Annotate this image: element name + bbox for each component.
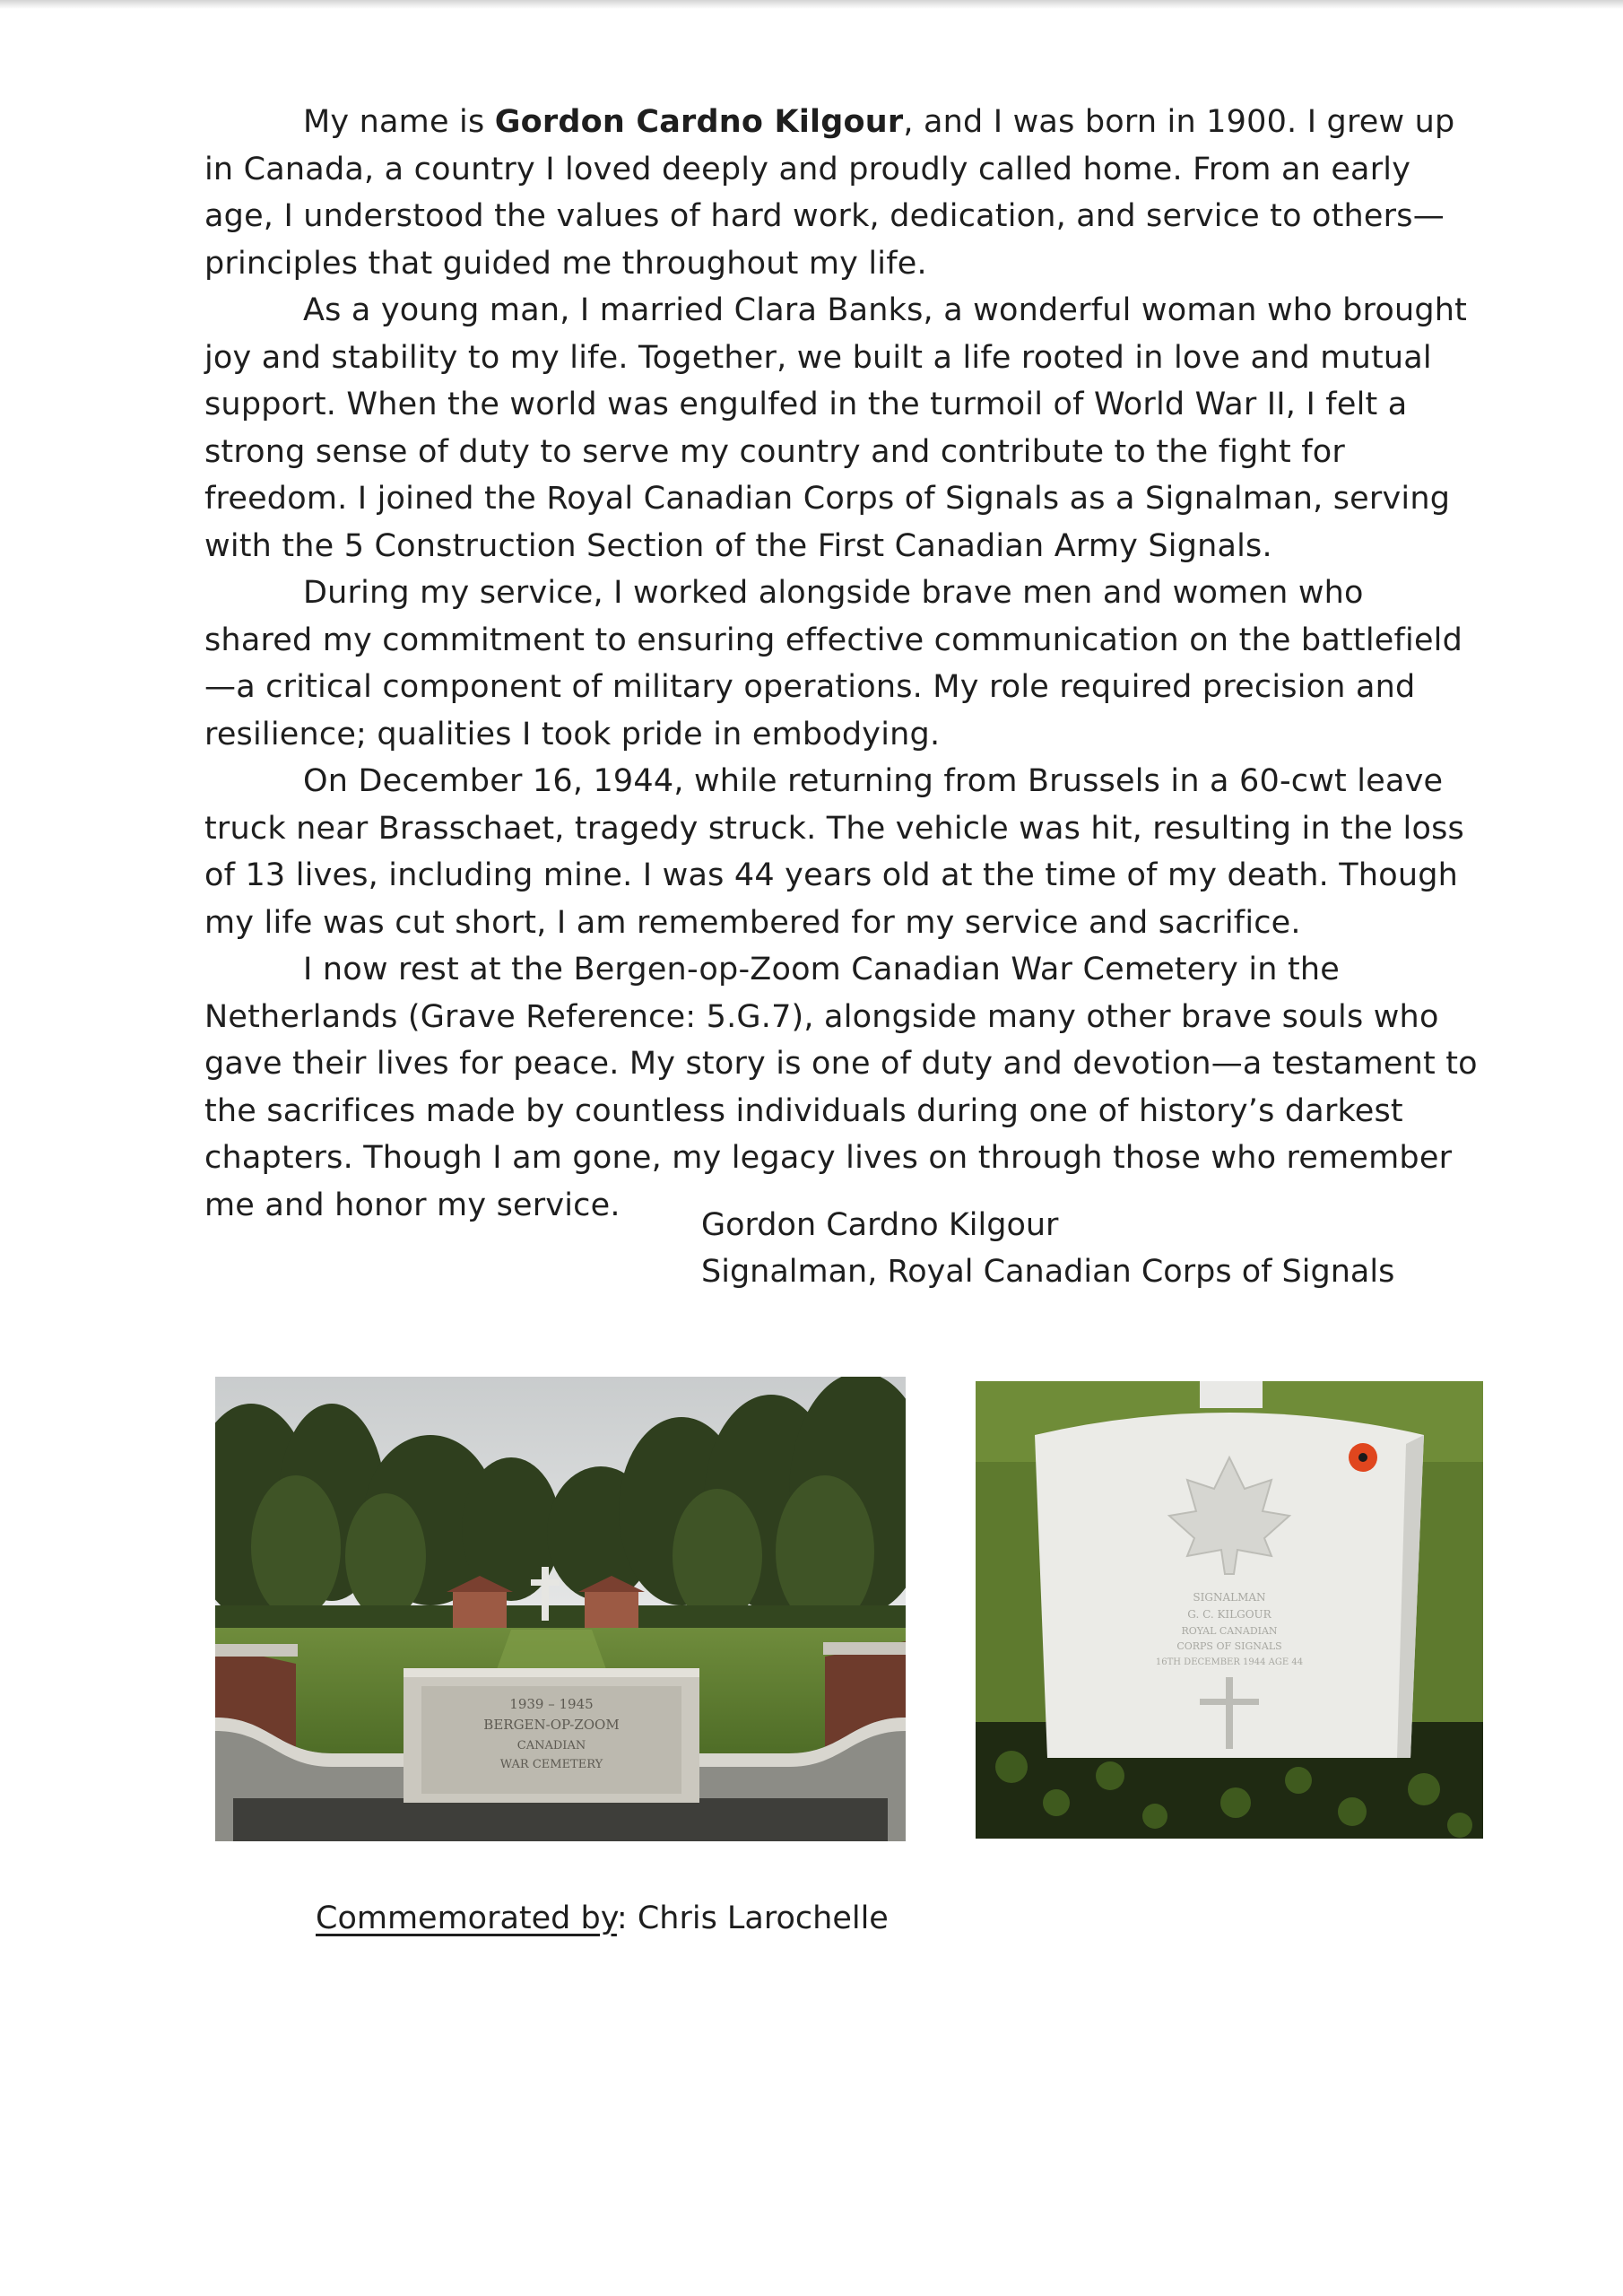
signature-block bbox=[701, 1202, 1394, 1295]
scan-edge bbox=[0, 0, 1623, 9]
paragraph-death: On December 16, 1944, while returning from Brussels in a 60-cwt leave truck near Brasschaet, tragedy struck. The vehicle was hit, resulting in the loss of 13 lives, including mine. I was 44 years old at the time of my death. Though my life was cut short, I am remembered for my service and sacrifice. bbox=[204, 763, 1464, 941]
paragraph-marriage-service: As a young man, I married Clara Banks, a wonderful woman who brought joy and stability to my life. Together, we built a life rooted in love and mutual support. When the world was engulfed in the turmoil of World War II, I felt a strong sense of duty to serve my country and contribute to the fight for freedom. I joined the Royal Canadian Corps of Signals as a Signalman, serving with the 5 Construction Section of the First Canadian Army Signals. bbox=[204, 292, 1468, 564]
headstone-inscription-line-1: SIGNALMAN bbox=[1193, 1591, 1266, 1604]
memorial-text bbox=[204, 99, 1478, 1229]
paragraph-duty: During my service, I worked alongside brave men and women who shared my commitment to ensuring effective communication on the battlefield—a critical component of military operations. My role required precision and resilience; qualities I took pride in embodying. bbox=[204, 575, 1463, 752]
cemetery-inscription-line-2: BERGEN-OP-ZOOM bbox=[483, 1717, 620, 1733]
headstone-inscription-line-3: ROYAL CANADIAN bbox=[1181, 1625, 1278, 1637]
cemetery-inscription-line-1: 1939 – 1945 bbox=[509, 1696, 594, 1712]
commemoration-label: Commemorated by bbox=[316, 1900, 617, 1936]
paragraph-rest: I now rest at the Bergen-op-Zoom Canadian War Cemetery in the Netherlands (Grave Reference: 5.G.7), alongside many other brave souls who gave their lives for peace. My story is one of duty and devotion—a testament to the sacrifices made by countless individuals during one of history’s darkest chapters. Though I am gone, my legacy lives on through those who remember me and honor my service. bbox=[204, 952, 1478, 1223]
headstone-inscription-line-2: G. C. KILGOUR bbox=[1187, 1608, 1271, 1621]
commemoration-name: Chris Larochelle bbox=[637, 1900, 889, 1936]
headstone-inscription-line-4: CORPS OF SIGNALS bbox=[1176, 1640, 1282, 1652]
signature-name: Gordon Cardno Kilgour bbox=[701, 1207, 1059, 1243]
cemetery-photo bbox=[215, 1377, 906, 1841]
subject-name: Gordon Cardno Kilgour bbox=[494, 104, 904, 140]
signature-title: Signalman, Royal Canadian Corps of Signals bbox=[701, 1254, 1395, 1290]
headstone-photo bbox=[976, 1381, 1483, 1839]
headstone-inscription-line-5: 16TH DECEMBER 1944 AGE 44 bbox=[1155, 1657, 1304, 1667]
commemoration-line: Commemorated by: Chris Larochelle bbox=[316, 1900, 889, 1936]
paragraph-intro: My name is Gordon Cardno Kilgour, and I was born in 1900. I grew up in Canada, a country I loved deeply and proudly called home. From an early age, I understood the values of hard work, dedication, and service to others—principles that guided me throughout my life. bbox=[204, 104, 1455, 282]
cemetery-inscription-line-3: CANADIAN bbox=[516, 1739, 586, 1752]
cemetery-inscription-line-4: WAR CEMETERY bbox=[499, 1758, 603, 1771]
